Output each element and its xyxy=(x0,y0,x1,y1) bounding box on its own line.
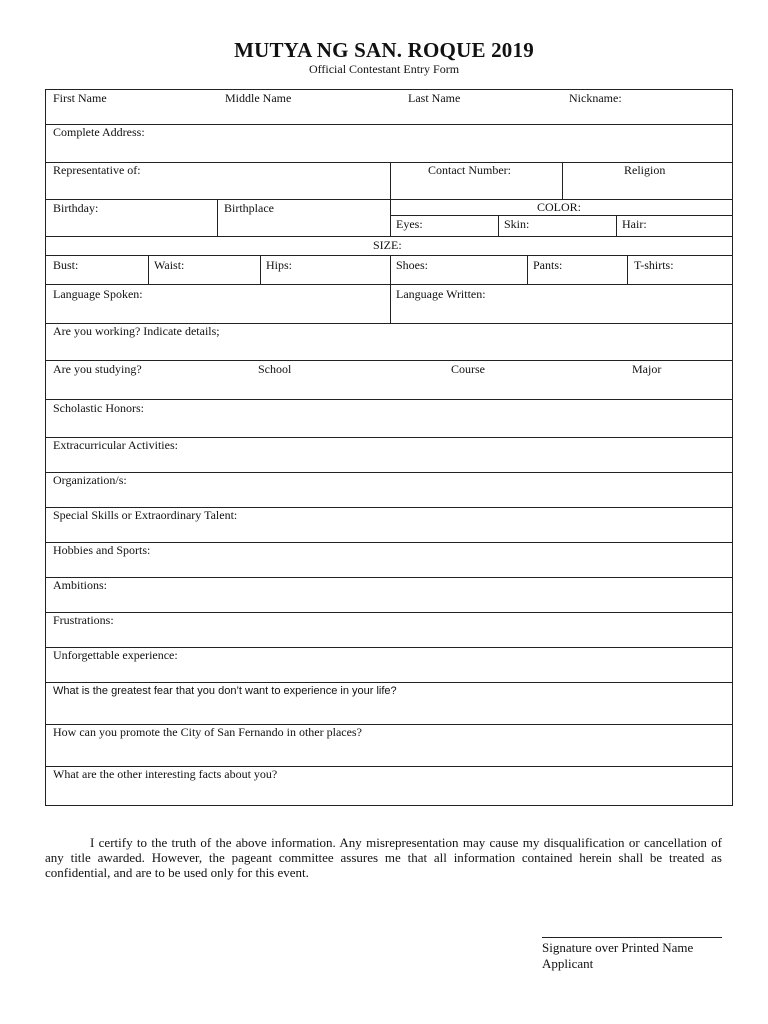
first-name-field[interactable]: First Name xyxy=(53,91,107,105)
row-divider xyxy=(46,577,732,578)
shoes-field[interactable]: Shoes: xyxy=(396,258,429,272)
middle-name-field[interactable]: Middle Name xyxy=(225,91,292,105)
frustrations-field[interactable]: Frustrations: xyxy=(53,613,114,627)
hobbies-field[interactable]: Hobbies and Sports: xyxy=(53,543,151,557)
col-divider xyxy=(390,199,391,236)
course-field[interactable]: Course xyxy=(451,362,485,376)
contact-number-field[interactable]: Contact Number: xyxy=(428,163,511,177)
size-heading: SIZE: xyxy=(373,238,402,252)
birthday-field[interactable]: Birthday: xyxy=(53,201,99,215)
entry-form-table xyxy=(45,89,733,806)
col-divider xyxy=(562,162,563,199)
last-name-field[interactable]: Last Name xyxy=(408,91,461,105)
complete-address-field[interactable]: Complete Address: xyxy=(53,125,145,139)
hips-field[interactable]: Hips: xyxy=(266,258,293,272)
form-title: MUTYA NG SAN. ROQUE 2019 xyxy=(234,38,534,62)
promote-city-field[interactable]: How can you promote the City of San Fernando in other places? xyxy=(53,725,362,739)
col-divider xyxy=(390,162,391,199)
birthplace-field[interactable]: Birthplace xyxy=(224,201,274,215)
working-details-field[interactable]: Are you working? Indicate details; xyxy=(53,324,220,338)
nickname-field[interactable]: Nickname: xyxy=(569,91,622,105)
form-subtitle: Official Contestant Entry Form xyxy=(308,62,460,76)
row-divider xyxy=(46,124,732,125)
language-written-field[interactable]: Language Written: xyxy=(396,287,486,301)
greatest-fear-field[interactable]: What is the greatest fear that you don’t want to experience in your life? xyxy=(53,685,397,697)
school-field[interactable]: School xyxy=(258,362,292,376)
ambitions-field[interactable]: Ambitions: xyxy=(53,578,108,592)
color-heading: COLOR: xyxy=(537,200,582,214)
col-divider xyxy=(390,255,391,284)
color-subrow-divider xyxy=(390,215,732,216)
tshirts-field[interactable]: T-shirts: xyxy=(634,258,674,272)
interesting-facts-field[interactable]: What are the other interesting facts about you? xyxy=(53,767,278,781)
waist-field[interactable]: Waist: xyxy=(154,258,185,272)
col-divider xyxy=(390,284,391,323)
col-divider xyxy=(217,199,218,236)
eyes-field[interactable]: Eyes: xyxy=(396,217,423,231)
row-divider xyxy=(46,612,732,613)
pants-field[interactable]: Pants: xyxy=(533,258,563,272)
col-divider xyxy=(627,255,628,284)
skin-field[interactable]: Skin: xyxy=(504,217,530,231)
row-divider xyxy=(46,199,732,200)
bust-field[interactable]: Bust: xyxy=(53,258,79,272)
major-field[interactable]: Major xyxy=(632,362,662,376)
extracurricular-field[interactable]: Extracurricular Activities: xyxy=(53,438,178,452)
studying-field[interactable]: Are you studying? xyxy=(53,362,142,376)
col-divider xyxy=(616,215,617,236)
signature-label: Signature over Printed Name xyxy=(542,940,694,955)
certification-paragraph: I certify to the truth of the above information. Any misrepresentation may cause my disqualification or cancellation of any title awarded. However, the pageant committee assures me that all information contained herein shall be treated as confidential, and are to be used only for this event. xyxy=(45,835,722,880)
representative-of-field[interactable]: Representative of: xyxy=(53,163,141,177)
row-divider xyxy=(46,284,732,285)
signature-line[interactable] xyxy=(542,937,722,938)
organizations-field[interactable]: Organization/s: xyxy=(53,473,127,487)
hair-field[interactable]: Hair: xyxy=(622,217,647,231)
unforgettable-experience-field[interactable]: Unforgettable experience: xyxy=(53,648,178,662)
col-divider xyxy=(527,255,528,284)
row-divider xyxy=(46,399,732,400)
row-divider xyxy=(46,472,732,473)
row-divider xyxy=(46,236,732,237)
col-divider xyxy=(498,215,499,236)
col-divider xyxy=(148,255,149,284)
applicant-label: Applicant xyxy=(542,956,594,971)
special-skills-field[interactable]: Special Skills or Extraordinary Talent: xyxy=(53,508,238,522)
row-divider xyxy=(46,682,732,683)
col-divider xyxy=(260,255,261,284)
scholastic-honors-field[interactable]: Scholastic Honors: xyxy=(53,401,144,415)
religion-field[interactable]: Religion xyxy=(624,163,666,177)
row-divider xyxy=(46,360,732,361)
language-spoken-field[interactable]: Language Spoken: xyxy=(53,287,143,301)
